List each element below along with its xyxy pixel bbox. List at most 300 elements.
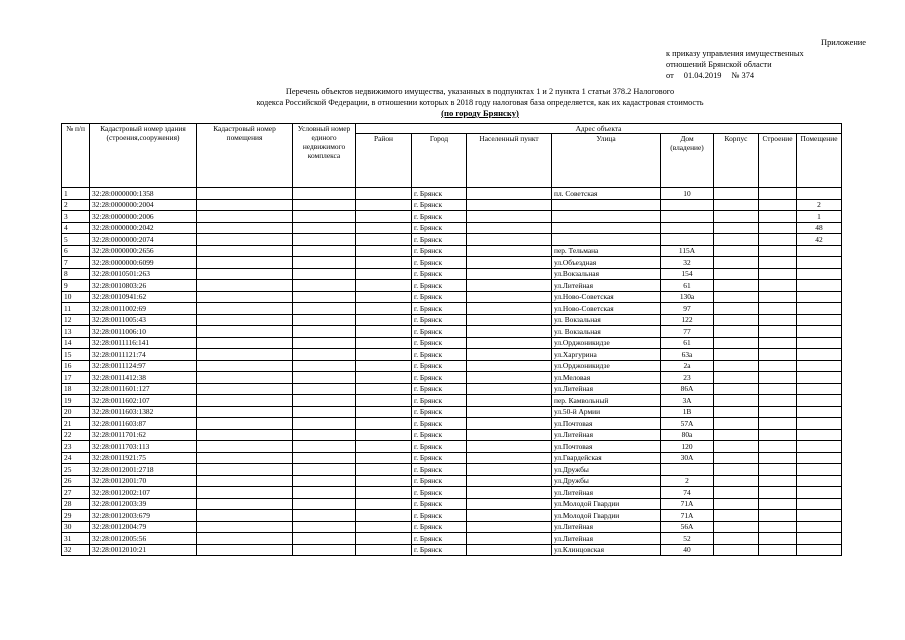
cell-city: г. Брянск	[412, 521, 467, 533]
table-row	[62, 383, 842, 395]
cell-conditional-number	[293, 268, 356, 280]
cell-city: г. Брянск	[412, 245, 467, 257]
table-row	[62, 395, 842, 407]
cell-korpus	[714, 280, 759, 292]
cell-room-cadastral	[197, 510, 293, 522]
cell-district	[356, 314, 412, 326]
cell-building-cadastral: 32:28:0010941:62	[90, 291, 197, 303]
cell-num: 20	[62, 406, 90, 418]
cell-district	[356, 395, 412, 407]
header-address: Адрес объекта	[356, 124, 842, 134]
cell-building-part	[759, 395, 797, 407]
cell-settlement	[467, 211, 552, 223]
cell-settlement	[467, 188, 552, 200]
cell-district	[356, 429, 412, 441]
cell-house: 30А	[661, 452, 714, 464]
cell-district	[356, 199, 412, 211]
cell-korpus	[714, 395, 759, 407]
cell-building-cadastral: 32:28:0000000:2042	[90, 222, 197, 234]
cell-street: ул.Литейная	[552, 280, 661, 292]
cell-city: г. Брянск	[412, 406, 467, 418]
appendix-block	[666, 37, 866, 81]
cell-house	[661, 211, 714, 223]
cell-building-cadastral: 32:28:0012010:21	[90, 544, 197, 556]
cell-korpus	[714, 360, 759, 372]
table-row	[62, 418, 842, 430]
cell-city: г. Брянск	[412, 268, 467, 280]
cell-building-part	[759, 441, 797, 453]
cell-building-cadastral: 32:28:0011921:75	[90, 452, 197, 464]
cell-korpus	[714, 533, 759, 545]
cell-building-part	[759, 188, 797, 200]
cell-settlement	[467, 406, 552, 418]
cell-street: ул.Молодой Гвардии	[552, 510, 661, 522]
cell-district	[356, 544, 412, 556]
cell-premises	[797, 429, 842, 441]
cell-room-cadastral	[197, 257, 293, 269]
cell-district	[356, 418, 412, 430]
cell-settlement	[467, 326, 552, 338]
cell-num: 19	[62, 395, 90, 407]
cell-premises	[797, 372, 842, 384]
table-row	[62, 211, 842, 223]
cell-room-cadastral	[197, 314, 293, 326]
cell-building-cadastral: 32:28:0011601:127	[90, 383, 197, 395]
cell-premises	[797, 418, 842, 430]
cell-conditional-number	[293, 280, 356, 292]
cell-building-cadastral: 32:28:0011603:87	[90, 418, 197, 430]
cell-city: г. Брянск	[412, 234, 467, 246]
cell-settlement	[467, 510, 552, 522]
table-row	[62, 188, 842, 200]
cell-street: ул.Дружбы	[552, 464, 661, 476]
cell-korpus	[714, 452, 759, 464]
cell-room-cadastral	[197, 211, 293, 223]
cell-premises	[797, 510, 842, 522]
cell-district	[356, 498, 412, 510]
cell-num: 15	[62, 349, 90, 361]
cell-num: 2	[62, 199, 90, 211]
cell-room-cadastral	[197, 475, 293, 487]
cell-korpus	[714, 245, 759, 257]
cell-korpus	[714, 372, 759, 384]
cell-district	[356, 441, 412, 453]
cell-korpus	[714, 314, 759, 326]
cell-num: 26	[62, 475, 90, 487]
cell-settlement	[467, 360, 552, 372]
cell-korpus	[714, 464, 759, 476]
cell-building-part	[759, 498, 797, 510]
cell-city: г. Брянск	[412, 510, 467, 522]
header-building-cadastral: Кадастровый номер здания (строения,сооружения)	[90, 124, 197, 188]
cell-building-part	[759, 291, 797, 303]
cell-premises	[797, 291, 842, 303]
cell-district	[356, 211, 412, 223]
cell-house: 23	[661, 372, 714, 384]
cell-num: 17	[62, 372, 90, 384]
table-row	[62, 337, 842, 349]
table-row	[62, 303, 842, 315]
cell-street: ул.Молодой Гвардии	[552, 498, 661, 510]
cell-settlement	[467, 280, 552, 292]
cell-district	[356, 464, 412, 476]
appendix-line-1: к приказу управления имущественных	[666, 49, 804, 58]
cell-conditional-number	[293, 498, 356, 510]
cell-city: г. Брянск	[412, 291, 467, 303]
cell-building-part	[759, 280, 797, 292]
cell-settlement	[467, 199, 552, 211]
cell-building-part	[759, 383, 797, 395]
appendix-label: Приложение	[821, 38, 866, 47]
cell-conditional-number	[293, 475, 356, 487]
cell-street: ул.Гвардейская	[552, 452, 661, 464]
cell-building-cadastral: 32:28:0011602:107	[90, 395, 197, 407]
cell-num: 21	[62, 418, 90, 430]
cell-district	[356, 337, 412, 349]
table-row	[62, 234, 842, 246]
cell-street: пл. Советская	[552, 188, 661, 200]
cell-korpus	[714, 429, 759, 441]
cell-settlement	[467, 429, 552, 441]
cell-house: 86А	[661, 383, 714, 395]
cell-street	[552, 222, 661, 234]
order-line	[666, 70, 866, 81]
cell-house: 57А	[661, 418, 714, 430]
cell-street	[552, 199, 661, 211]
cell-korpus	[714, 383, 759, 395]
cell-room-cadastral	[197, 360, 293, 372]
cell-city: г. Брянск	[412, 429, 467, 441]
cell-num: 27	[62, 487, 90, 499]
cell-house: 1В	[661, 406, 714, 418]
cell-city: г. Брянск	[412, 222, 467, 234]
table-row	[62, 222, 842, 234]
cell-num: 8	[62, 268, 90, 280]
cell-settlement	[467, 544, 552, 556]
cell-korpus	[714, 418, 759, 430]
table-row	[62, 360, 842, 372]
cell-settlement	[467, 464, 552, 476]
table-row	[62, 268, 842, 280]
table-row	[62, 326, 842, 338]
cell-building-part	[759, 222, 797, 234]
cell-settlement	[467, 521, 552, 533]
cell-house: 61	[661, 280, 714, 292]
cell-building-cadastral: 32:28:0010501:263	[90, 268, 197, 280]
cell-house: 61	[661, 337, 714, 349]
cell-district	[356, 245, 412, 257]
cell-settlement	[467, 234, 552, 246]
cell-settlement	[467, 314, 552, 326]
table-row	[62, 429, 842, 441]
cell-num: 9	[62, 280, 90, 292]
cell-korpus	[714, 199, 759, 211]
cell-settlement	[467, 245, 552, 257]
cell-num: 1	[62, 188, 90, 200]
cell-district	[356, 487, 412, 499]
cell-district	[356, 510, 412, 522]
objects-table	[61, 123, 842, 556]
cell-premises	[797, 521, 842, 533]
cell-korpus	[714, 268, 759, 280]
cell-korpus	[714, 291, 759, 303]
cell-building-part	[759, 257, 797, 269]
cell-building-cadastral: 32:28:0012001:70	[90, 475, 197, 487]
cell-settlement	[467, 533, 552, 545]
cell-premises	[797, 452, 842, 464]
cell-house: 77	[661, 326, 714, 338]
cell-building-cadastral: 32:28:0011703:113	[90, 441, 197, 453]
cell-premises	[797, 326, 842, 338]
header-korpus: Корпус	[714, 134, 759, 188]
cell-settlement	[467, 452, 552, 464]
cell-premises: 48	[797, 222, 842, 234]
table-body	[62, 188, 842, 556]
table-row	[62, 533, 842, 545]
cell-conditional-number	[293, 326, 356, 338]
cell-korpus	[714, 234, 759, 246]
cell-street: ул.Литейная	[552, 429, 661, 441]
cell-korpus	[714, 441, 759, 453]
cell-premises	[797, 314, 842, 326]
cell-num: 14	[62, 337, 90, 349]
cell-street	[552, 234, 661, 246]
cell-korpus	[714, 544, 759, 556]
cell-conditional-number	[293, 314, 356, 326]
cell-settlement	[467, 487, 552, 499]
table-row	[62, 372, 842, 384]
cell-city: г. Брянск	[412, 441, 467, 453]
cell-district	[356, 533, 412, 545]
cell-korpus	[714, 222, 759, 234]
header-building-part: Строение	[759, 134, 797, 188]
order-number-label: №	[731, 71, 740, 80]
cell-room-cadastral	[197, 406, 293, 418]
cell-district	[356, 280, 412, 292]
cell-house: 130а	[661, 291, 714, 303]
cell-room-cadastral	[197, 372, 293, 384]
cell-settlement	[467, 337, 552, 349]
cell-city: г. Брянск	[412, 544, 467, 556]
cell-house	[661, 199, 714, 211]
header-room-cadastral: Кадастровый номер помещения	[197, 124, 293, 188]
cell-num: 32	[62, 544, 90, 556]
cell-house: 32	[661, 257, 714, 269]
cell-street: ул.Почтовая	[552, 441, 661, 453]
cell-street: ул.Вокзальная	[552, 268, 661, 280]
cell-room-cadastral	[197, 326, 293, 338]
cell-street: пер. Тельмана	[552, 245, 661, 257]
cell-building-cadastral: 32:28:0011603:1382	[90, 406, 197, 418]
title-line-2: кодекса Российской Федерации, в отношении которых в 2018 году налоговая база определяется, как их кадастровая стоимость	[256, 98, 704, 107]
cell-room-cadastral	[197, 188, 293, 200]
cell-street: ул.Литейная	[552, 383, 661, 395]
table-row	[62, 464, 842, 476]
cell-room-cadastral	[197, 464, 293, 476]
cell-premises	[797, 475, 842, 487]
cell-premises	[797, 303, 842, 315]
cell-conditional-number	[293, 406, 356, 418]
cell-city: г. Брянск	[412, 188, 467, 200]
cell-district	[356, 406, 412, 418]
cell-room-cadastral	[197, 544, 293, 556]
cell-num: 7	[62, 257, 90, 269]
cell-korpus	[714, 188, 759, 200]
cell-room-cadastral	[197, 383, 293, 395]
cell-building-cadastral: 32:28:0000000:2074	[90, 234, 197, 246]
cell-building-cadastral: 32:28:0011116:141	[90, 337, 197, 349]
cell-conditional-number	[293, 291, 356, 303]
cell-district	[356, 383, 412, 395]
cell-building-cadastral: 32:28:0011006:10	[90, 326, 197, 338]
cell-premises: 42	[797, 234, 842, 246]
cell-conditional-number	[293, 464, 356, 476]
cell-conditional-number	[293, 487, 356, 499]
cell-conditional-number	[293, 222, 356, 234]
cell-house: 52	[661, 533, 714, 545]
cell-district	[356, 268, 412, 280]
cell-building-part	[759, 349, 797, 361]
cell-street: ул.Объездная	[552, 257, 661, 269]
header-premises: Помещение	[797, 134, 842, 188]
cell-building-part	[759, 429, 797, 441]
title-line-1: Перечень объектов недвижимого имущества, указанных в подпунктах 1 и 2 пункта 1 статьи 378.2 Налогового	[285, 87, 675, 96]
cell-street: ул.Дружбы	[552, 475, 661, 487]
cell-street: ул.Ново-Советская	[552, 303, 661, 315]
cell-city: г. Брянск	[412, 487, 467, 499]
cell-num: 23	[62, 441, 90, 453]
cell-district	[356, 349, 412, 361]
cell-city: г. Брянск	[412, 199, 467, 211]
cell-conditional-number	[293, 418, 356, 430]
cell-settlement	[467, 349, 552, 361]
cell-district	[356, 372, 412, 384]
cell-room-cadastral	[197, 245, 293, 257]
cell-district	[356, 234, 412, 246]
cell-building-part	[759, 372, 797, 384]
cell-street: ул.Литейная	[552, 521, 661, 533]
cell-city: г. Брянск	[412, 303, 467, 315]
cell-house: 80а	[661, 429, 714, 441]
cell-conditional-number	[293, 544, 356, 556]
cell-premises	[797, 280, 842, 292]
cell-premises	[797, 544, 842, 556]
cell-street: ул. Вокзальная	[552, 326, 661, 338]
cell-building-cadastral: 32:28:0000000:2004	[90, 199, 197, 211]
cell-district	[356, 303, 412, 315]
cell-district	[356, 291, 412, 303]
cell-settlement	[467, 441, 552, 453]
header-district: Район	[356, 134, 412, 188]
cell-house	[661, 222, 714, 234]
cell-num: 29	[62, 510, 90, 522]
cell-building-cadastral: 32:28:0011412:38	[90, 372, 197, 384]
cell-korpus	[714, 211, 759, 223]
table-row	[62, 314, 842, 326]
cell-building-part	[759, 211, 797, 223]
cell-settlement	[467, 383, 552, 395]
cell-building-part	[759, 406, 797, 418]
table-row	[62, 280, 842, 292]
cell-settlement	[467, 303, 552, 315]
cell-city: г. Брянск	[412, 257, 467, 269]
cell-building-part	[759, 544, 797, 556]
cell-conditional-number	[293, 234, 356, 246]
cell-building-cadastral: 32:28:0011701:62	[90, 429, 197, 441]
cell-building-cadastral: 32:28:0011002:69	[90, 303, 197, 315]
cell-building-part	[759, 533, 797, 545]
cell-city: г. Брянск	[412, 452, 467, 464]
cell-street: ул.50-й Армии	[552, 406, 661, 418]
cell-house: 2а	[661, 360, 714, 372]
cell-street: ул.Почтовая	[552, 418, 661, 430]
cell-settlement	[467, 291, 552, 303]
table-row	[62, 199, 842, 211]
cell-korpus	[714, 510, 759, 522]
table-row	[62, 406, 842, 418]
cell-building-part	[759, 452, 797, 464]
cell-premises	[797, 498, 842, 510]
cell-building-part	[759, 303, 797, 315]
cell-premises	[797, 349, 842, 361]
cell-building-cadastral: 32:28:0011124:97	[90, 360, 197, 372]
header-num: № п/п	[62, 124, 90, 188]
cell-room-cadastral	[197, 521, 293, 533]
header-conditional-number: Условный номер единого недвижимого комплекса	[293, 124, 356, 188]
cell-room-cadastral	[197, 418, 293, 430]
cell-building-part	[759, 521, 797, 533]
cell-korpus	[714, 337, 759, 349]
cell-settlement	[467, 268, 552, 280]
cell-street: ул.Орджоникидзе	[552, 360, 661, 372]
cell-korpus	[714, 326, 759, 338]
cell-room-cadastral	[197, 533, 293, 545]
cell-settlement	[467, 395, 552, 407]
cell-num: 4	[62, 222, 90, 234]
cell-premises: 1	[797, 211, 842, 223]
cell-building-part	[759, 199, 797, 211]
cell-district	[356, 326, 412, 338]
cell-korpus	[714, 406, 759, 418]
cell-building-cadastral: 32:28:0012004:79	[90, 521, 197, 533]
table-row	[62, 498, 842, 510]
header-house: Дом (владение)	[661, 134, 714, 188]
table-row	[62, 441, 842, 453]
cell-city: г. Брянск	[412, 475, 467, 487]
cell-premises	[797, 188, 842, 200]
appendix-line-2: отношений Брянской области	[666, 60, 772, 69]
cell-room-cadastral	[197, 498, 293, 510]
cell-building-part	[759, 245, 797, 257]
cell-korpus	[714, 257, 759, 269]
cell-premises	[797, 406, 842, 418]
cell-district	[356, 452, 412, 464]
cell-conditional-number	[293, 303, 356, 315]
cell-num: 3	[62, 211, 90, 223]
cell-house: 120	[661, 441, 714, 453]
cell-num: 28	[62, 498, 90, 510]
cell-house: 40	[661, 544, 714, 556]
cell-premises	[797, 245, 842, 257]
cell-conditional-number	[293, 533, 356, 545]
cell-conditional-number	[293, 521, 356, 533]
document-title	[150, 86, 810, 119]
cell-district	[356, 188, 412, 200]
table-row	[62, 349, 842, 361]
order-date: 01.04.2019	[683, 71, 722, 80]
header-street: Улица	[552, 134, 661, 188]
table-row	[62, 475, 842, 487]
